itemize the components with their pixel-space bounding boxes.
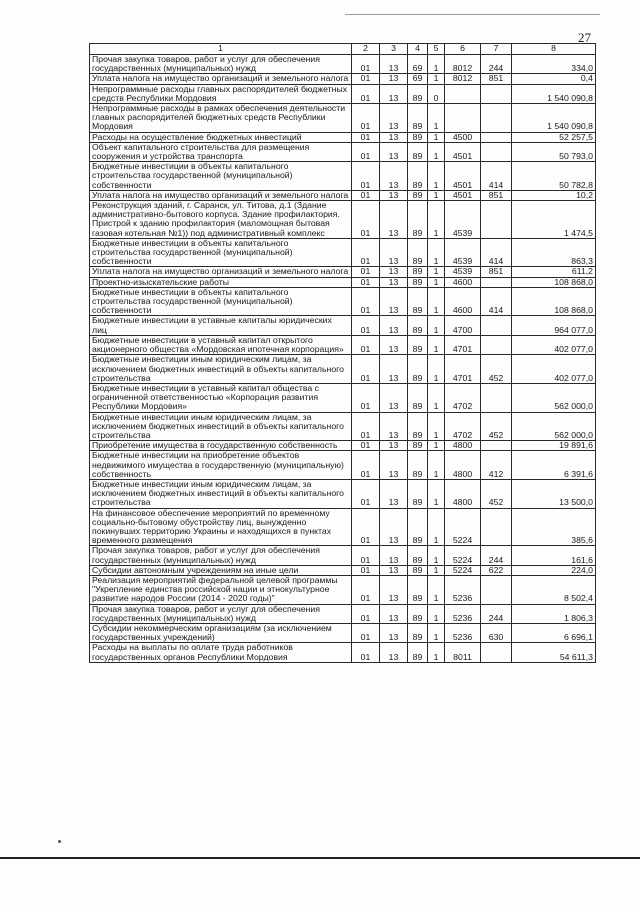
item-name: Непрограммные расходы главных распорядителей бюджетных средств Республики Мордовия [90, 84, 352, 103]
column-header: 6 [445, 44, 481, 55]
subsection-code: 13 [380, 277, 408, 287]
subprogram-code: 1 [428, 575, 445, 604]
subprogram-code: 1 [428, 316, 445, 335]
subsection-code: 13 [380, 162, 408, 191]
target-item-code: 4702 [445, 383, 481, 412]
column-header: 7 [481, 44, 512, 55]
program-code: 89 [408, 451, 428, 480]
subprogram-code: 1 [428, 132, 445, 142]
table-header-row [90, 44, 596, 55]
subprogram-code: 1 [428, 643, 445, 662]
target-item-code: 4501 [445, 190, 481, 200]
subsection-code: 13 [380, 479, 408, 508]
table-row [90, 190, 596, 200]
program-code: 89 [408, 238, 428, 267]
amount-cell: 10,2 [512, 190, 596, 200]
amount-cell: 52 257,5 [512, 132, 596, 142]
item-name: Расходы на осуществление бюджетных инвестиций [90, 132, 352, 142]
subsection-code: 13 [380, 604, 408, 623]
subsection-code: 13 [380, 441, 408, 451]
item-name: Субсидии автономным учреждениям на иные цели [90, 565, 352, 575]
target-item-code: 4800 [445, 479, 481, 508]
subprogram-code: 1 [428, 441, 445, 451]
subsection-code: 13 [380, 267, 408, 277]
subsection-code: 13 [380, 84, 408, 103]
program-code: 89 [408, 441, 428, 451]
section-code: 01 [352, 316, 380, 335]
subprogram-code: 1 [428, 142, 445, 161]
expense-type-code: 452 [481, 479, 512, 508]
amount-cell: 50 782,8 [512, 162, 596, 191]
table-row [90, 287, 596, 316]
subsection-code: 13 [380, 316, 408, 335]
subprogram-code: 1 [428, 287, 445, 316]
item-name: Бюджетные инвестиции в объекты капитального строительства государственной (муниципальной) собственности [90, 162, 352, 191]
amount-cell: 6 696,1 [512, 623, 596, 642]
target-item-code: 4501 [445, 142, 481, 161]
program-code: 89 [408, 335, 428, 354]
table-row [90, 84, 596, 103]
program-code: 69 [408, 55, 428, 74]
program-code: 89 [408, 132, 428, 142]
expense-type-code: 622 [481, 565, 512, 575]
amount-cell: 0,4 [512, 74, 596, 84]
table-row [90, 74, 596, 84]
table-row [90, 441, 596, 451]
section-code: 01 [352, 84, 380, 103]
expense-type-code [481, 383, 512, 412]
page-number: 27 [578, 30, 591, 45]
expense-type-code [481, 201, 512, 239]
expense-type-code: 851 [481, 267, 512, 277]
target-item-code [445, 84, 481, 103]
subprogram-code: 1 [428, 238, 445, 267]
subprogram-code: 1 [428, 412, 445, 441]
amount-cell: 562 000,0 [512, 383, 596, 412]
expense-type-code [481, 575, 512, 604]
target-item-code: 5236 [445, 623, 481, 642]
item-name: Бюджетные инвестиции иным юридическим лицам, за исключением бюджетных инвестиций в объекты капитального строительства [90, 355, 352, 384]
section-code: 01 [352, 643, 380, 662]
target-item-code: 5224 [445, 546, 481, 565]
expense-type-code [481, 643, 512, 662]
subprogram-code: 1 [428, 55, 445, 74]
program-code: 89 [408, 277, 428, 287]
program-code: 89 [408, 604, 428, 623]
subsection-code: 13 [380, 643, 408, 662]
target-item-code: 5236 [445, 575, 481, 604]
program-code: 89 [408, 575, 428, 604]
subsection-code: 13 [380, 546, 408, 565]
item-name: Объект капитального строительства для размещения сооружения и устройства транспорта [90, 142, 352, 161]
section-code: 01 [352, 201, 380, 239]
program-code: 89 [408, 104, 428, 133]
target-item-code: 4800 [445, 451, 481, 480]
table-row [90, 238, 596, 267]
program-code: 89 [408, 142, 428, 161]
target-item-code: 4501 [445, 162, 481, 191]
target-item-code: 4539 [445, 267, 481, 277]
item-name: Уплата налога на имущество организаций и земельного налога [90, 74, 352, 84]
amount-cell: 50 793,0 [512, 142, 596, 161]
amount-cell: 6 391,6 [512, 451, 596, 480]
target-item-code: 5236 [445, 604, 481, 623]
table-row [90, 383, 596, 412]
program-code: 89 [408, 412, 428, 441]
section-code: 01 [352, 142, 380, 161]
section-code: 01 [352, 287, 380, 316]
target-item-code: 4500 [445, 132, 481, 142]
program-code: 89 [408, 267, 428, 277]
expense-type-code [481, 441, 512, 451]
subprogram-code: 1 [428, 479, 445, 508]
section-code: 01 [352, 546, 380, 565]
amount-cell: 402 077,0 [512, 355, 596, 384]
subprogram-code: 1 [428, 355, 445, 384]
scan-speck [58, 840, 61, 843]
column-header: 1 [90, 44, 352, 55]
section-code: 01 [352, 623, 380, 642]
section-code: 01 [352, 335, 380, 354]
amount-cell: 54 611,3 [512, 643, 596, 662]
target-item-code: 4600 [445, 277, 481, 287]
section-code: 01 [352, 104, 380, 133]
program-code: 89 [408, 162, 428, 191]
item-name: Уплата налога на имущество организаций и земельного налога [90, 190, 352, 200]
table-row [90, 508, 596, 546]
subprogram-code: 1 [428, 383, 445, 412]
expense-type-code [481, 84, 512, 103]
amount-cell: 1 806,3 [512, 604, 596, 623]
table-row [90, 104, 596, 133]
program-code: 89 [408, 643, 428, 662]
item-name: Проектно-изыскательские работы [90, 277, 352, 287]
subprogram-code: 1 [428, 201, 445, 239]
subprogram-code: 1 [428, 267, 445, 277]
column-header: 2 [352, 44, 380, 55]
program-code: 89 [408, 316, 428, 335]
table-row [90, 132, 596, 142]
item-name: Прочая закупка товаров, работ и услуг для обеспечения государственных (муниципальных) нужд [90, 55, 352, 74]
program-code: 89 [408, 546, 428, 565]
section-code: 01 [352, 441, 380, 451]
table-row [90, 546, 596, 565]
item-name: Реконструкция зданий, г. Саранск, ул. Титова, д.1 (Здание административно-бытового корпуса. Здание профилактория. Пристрой к зданию профилактория (маломощная бытовая газовая котельная №1)) под административный комплекс [90, 201, 352, 239]
target-item-code: 4600 [445, 287, 481, 316]
expense-type-code: 244 [481, 55, 512, 74]
subsection-code: 13 [380, 74, 408, 84]
subsection-code: 13 [380, 383, 408, 412]
expense-type-code: 244 [481, 546, 512, 565]
table-row [90, 162, 596, 191]
subsection-code: 13 [380, 508, 408, 546]
target-item-code: 5224 [445, 565, 481, 575]
table-row [90, 643, 596, 662]
item-name: Бюджетные инвестиции в уставный капитал общества с ограниченной ответственностью «Корпорация развития Республики Мордовия» [90, 383, 352, 412]
table-row [90, 316, 596, 335]
subsection-code: 13 [380, 451, 408, 480]
program-code: 89 [408, 479, 428, 508]
subprogram-code: 1 [428, 546, 445, 565]
program-code: 89 [408, 190, 428, 200]
table-row [90, 335, 596, 354]
subsection-code: 13 [380, 623, 408, 642]
target-item-code: 4701 [445, 355, 481, 384]
expense-type-code: 630 [481, 623, 512, 642]
subprogram-code: 1 [428, 190, 445, 200]
subsection-code: 13 [380, 55, 408, 74]
subprogram-code: 1 [428, 451, 445, 480]
section-code: 01 [352, 267, 380, 277]
program-code: 89 [408, 508, 428, 546]
item-name: Бюджетные инвестиции в уставные капиталы юридических лиц [90, 316, 352, 335]
section-code: 01 [352, 162, 380, 191]
section-code: 01 [352, 451, 380, 480]
column-header: 3 [380, 44, 408, 55]
budget-table [89, 43, 596, 663]
column-header: 5 [428, 44, 445, 55]
amount-cell: 224,0 [512, 565, 596, 575]
expense-type-code: 452 [481, 355, 512, 384]
amount-cell: 1 540 090,8 [512, 84, 596, 103]
amount-cell: 863,3 [512, 238, 596, 267]
amount-cell: 161,6 [512, 546, 596, 565]
program-code: 89 [408, 355, 428, 384]
subsection-code: 13 [380, 355, 408, 384]
target-item-code: 4701 [445, 335, 481, 354]
target-item-code: 4702 [445, 412, 481, 441]
top-scan-rule [345, 14, 600, 15]
subsection-code: 13 [380, 335, 408, 354]
expense-type-code [481, 508, 512, 546]
expense-type-code [481, 316, 512, 335]
subprogram-code: 1 [428, 104, 445, 133]
table-row [90, 479, 596, 508]
item-name: Бюджетные инвестиции на приобретение объектов недвижимого имущества в государственную (муниципальную) собственность [90, 451, 352, 480]
section-code: 01 [352, 575, 380, 604]
expense-type-code [481, 335, 512, 354]
subsection-code: 13 [380, 238, 408, 267]
column-header: 4 [408, 44, 428, 55]
expense-type-code [481, 104, 512, 133]
amount-cell: 19 891,6 [512, 441, 596, 451]
subprogram-code: 1 [428, 565, 445, 575]
subsection-code: 13 [380, 287, 408, 316]
amount-cell: 385,6 [512, 508, 596, 546]
table-row [90, 412, 596, 441]
subsection-code: 13 [380, 565, 408, 575]
subsection-code: 13 [380, 142, 408, 161]
target-item-code: 4539 [445, 238, 481, 267]
item-name: Бюджетные инвестиции в объекты капитального строительства государственной (муниципальной) собственности [90, 238, 352, 267]
target-item-code: 4539 [445, 201, 481, 239]
item-name: Бюджетные инвестиции в объекты капитального строительства государственной (муниципальной) собственности [90, 287, 352, 316]
table-row [90, 604, 596, 623]
item-name: Субсидии некоммерческим организациям (за исключением государственных учреждений) [90, 623, 352, 642]
amount-cell: 108 868,0 [512, 287, 596, 316]
target-item-code: 5224 [445, 508, 481, 546]
item-name: Бюджетные инвестиции иным юридическим лицам, за исключением бюджетных инвестиций в объекты капитального строительства [90, 412, 352, 441]
expense-type-code: 414 [481, 162, 512, 191]
subprogram-code: 1 [428, 604, 445, 623]
table-row [90, 623, 596, 642]
table-row [90, 201, 596, 239]
table-row [90, 267, 596, 277]
subprogram-code: 1 [428, 277, 445, 287]
subprogram-code: 0 [428, 84, 445, 103]
table-row [90, 55, 596, 74]
subprogram-code: 1 [428, 623, 445, 642]
target-item-code [445, 104, 481, 133]
subsection-code: 13 [380, 104, 408, 133]
target-item-code: 4800 [445, 441, 481, 451]
item-name: Реализация мероприятий федеральной целевой программы "Укрепление единства российской нации и этнокультурное развитие народов России (2014 - 2020 годы)" [90, 575, 352, 604]
section-code: 01 [352, 132, 380, 142]
section-code: 01 [352, 74, 380, 84]
amount-cell: 402 077,0 [512, 335, 596, 354]
expense-type-code [481, 277, 512, 287]
table-body [90, 55, 596, 663]
program-code: 69 [408, 74, 428, 84]
program-code: 89 [408, 383, 428, 412]
target-item-code: 4700 [445, 316, 481, 335]
item-name: Уплата налога на имущество организаций и земельного налога [90, 267, 352, 277]
expense-type-code: 851 [481, 190, 512, 200]
section-code: 01 [352, 238, 380, 267]
item-name: Бюджетные инвестиции в уставный капитал открытого акционерного общества «Мордовская ипотечная корпорация» [90, 335, 352, 354]
section-code: 01 [352, 355, 380, 384]
program-code: 89 [408, 201, 428, 239]
expense-type-code: 414 [481, 238, 512, 267]
subprogram-code: 1 [428, 508, 445, 546]
program-code: 89 [408, 287, 428, 316]
expense-type-code: 414 [481, 287, 512, 316]
section-code: 01 [352, 412, 380, 441]
table-row [90, 565, 596, 575]
table-row [90, 277, 596, 287]
subprogram-code: 1 [428, 335, 445, 354]
program-code: 89 [408, 565, 428, 575]
subsection-code: 13 [380, 132, 408, 142]
section-code: 01 [352, 383, 380, 412]
table-row [90, 451, 596, 480]
item-name: Прочая закупка товаров, работ и услуг для обеспечения государственных (муниципальных) нужд [90, 604, 352, 623]
expense-type-code: 452 [481, 412, 512, 441]
section-code: 01 [352, 604, 380, 623]
amount-cell: 8 502,4 [512, 575, 596, 604]
amount-cell: 611,2 [512, 267, 596, 277]
section-code: 01 [352, 565, 380, 575]
table-row [90, 142, 596, 161]
subsection-code: 13 [380, 201, 408, 239]
item-name: Непрограммные расходы в рамках обеспечения деятельности главных распорядителей бюджетных средств Республики Мордовия [90, 104, 352, 133]
section-code: 01 [352, 55, 380, 74]
amount-cell: 562 000,0 [512, 412, 596, 441]
subprogram-code: 1 [428, 162, 445, 191]
item-name: На финансовое обеспечение мероприятий по временному социально-бытовому обустройству лиц, вынужденно покинувших территорию Украины и находящихся в пунктах временного размещения [90, 508, 352, 546]
section-code: 01 [352, 277, 380, 287]
item-name: Бюджетные инвестиции иным юридическим лицам, за исключением бюджетных инвестиций в объекты капитального строительства [90, 479, 352, 508]
bottom-scan-rule [0, 857, 640, 859]
program-code: 89 [408, 84, 428, 103]
amount-cell: 13 500,0 [512, 479, 596, 508]
item-name: Расходы на выплаты по оплате труда работников государственных органов Республики Мордовия [90, 643, 352, 662]
item-name: Прочая закупка товаров, работ и услуг для обеспечения государственных (муниципальных) нужд [90, 546, 352, 565]
section-code: 01 [352, 479, 380, 508]
target-item-code: 8012 [445, 55, 481, 74]
subprogram-code: 1 [428, 74, 445, 84]
column-header: 8 [512, 44, 596, 55]
amount-cell: 1 474,5 [512, 201, 596, 239]
table-row [90, 355, 596, 384]
expense-type-code [481, 142, 512, 161]
amount-cell: 108 868,0 [512, 277, 596, 287]
target-item-code: 8011 [445, 643, 481, 662]
expense-type-code: 244 [481, 604, 512, 623]
amount-cell: 1 540 090,8 [512, 104, 596, 133]
section-code: 01 [352, 190, 380, 200]
expense-type-code: 851 [481, 74, 512, 84]
subsection-code: 13 [380, 412, 408, 441]
subsection-code: 13 [380, 190, 408, 200]
amount-cell: 334,0 [512, 55, 596, 74]
expense-type-code: 412 [481, 451, 512, 480]
subsection-code: 13 [380, 575, 408, 604]
expense-type-code [481, 132, 512, 142]
amount-cell: 964 077,0 [512, 316, 596, 335]
program-code: 89 [408, 623, 428, 642]
item-name: Приобретение имущества в государственную собственность [90, 441, 352, 451]
table-row [90, 575, 596, 604]
section-code: 01 [352, 508, 380, 546]
target-item-code: 8012 [445, 74, 481, 84]
